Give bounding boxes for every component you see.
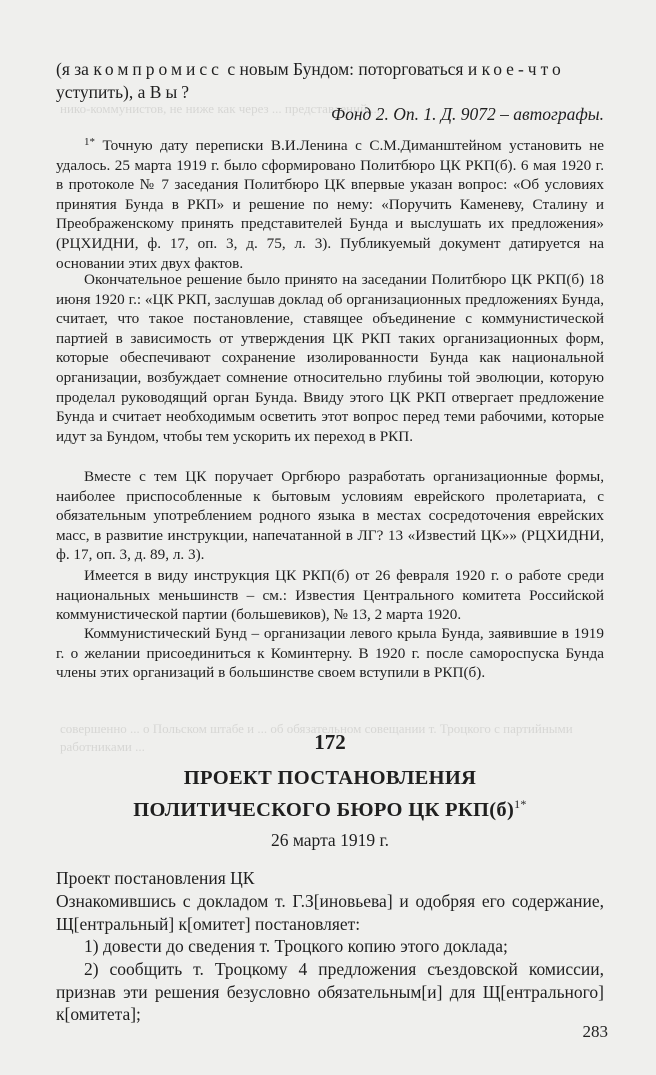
- page-number: 283: [582, 1022, 608, 1041]
- bleed-through-text: нико-коммунистов, не ниже как через ... представлений ...: [60, 101, 381, 116]
- footnote-paragraph: Коммунистический Бунд – организации левого крыла Бунда, заявившие в 1919 г. о желании присоединиться к Коминтерну. В 1920 г. после самороспуска Бунда члены этих организаций в большинстве своем вступили в РКП(б).: [56, 625, 604, 682]
- footnote-paragraph: Окончательное решение было принято на заседании Политбюро ЦК РКП(б) 18 июня 1920 г.: «ЦК РКП, заслушав доклад об организационных предложениях Бунда, считает, что такое постановление, ставящее объединение с коммунистической партией в зависимость от утверждения ЦК РКП таких организационных форм, которые обеспечивают сохранение изолированности Бунда как национальной организации, возбуждает сомнение относительно глубины той эволюции, которую проделал руководящий орган Бунда. Ввиду этого ЦК РКП отвергает предложение Бунда и считает необходимым осветить этот вопрос перед теми рабочими, которые идут за Бундом, чтобы тем ускорить их переход в РКП.: [56, 271, 604, 445]
- resolution-heading: Проект постановления ЦК: [56, 868, 255, 888]
- document-date: 26 марта 1919 г.: [270, 830, 390, 850]
- footnote-paragraph: Вместе с тем ЦК поручает Оргбюро разработать организационные формы, наиболее приспособленные к бытовым условиям еврейского пролетариата, с обязательным употреблением родного языка в местах сосредоточения еврейских масс, в развитие инструкции, напечатанной в ЛГ? 13 «Известий ЦК»» (РЦХИДНИ, ф. 17, оп. 3, д. 89, л. 3).: [56, 468, 604, 564]
- footnote-1: [56, 133, 604, 273]
- resolution-item-2: 2) сообщить т. Троцкому 4 предложения съездовской комиссии, признав эти решения безусловно обязательным[и] для Щ[ентрального] к[омитета];: [56, 959, 604, 1025]
- resolution-item-1: 1) довести до сведения т. Троцкого копию этого доклада;: [84, 936, 508, 956]
- document-number: 172: [314, 730, 346, 754]
- footnote-paragraph: Имеется в виду инструкция ЦК РКП(б) от 26 февраля 1920 г. о работе среди национальных меньшинств – см.: Известия Центрального комитета Российской коммунистической партии (большевиков), № 13, 2 марта 1920.: [56, 567, 604, 624]
- footnote-marker: 1*: [84, 136, 95, 148]
- document-title-line-1: ПРОЕКТ ПОСТАНОВЛЕНИЯ: [183, 767, 477, 789]
- letter-closing-line: (я за компромисс с новым Бундом: поторговаться и кое-что уступить), а Вы?: [56, 59, 565, 102]
- bleed-through-text: совершенно ... о Польском штабе и ... об обязательном совещании т. Троцкого с партийными работниками ...: [60, 721, 573, 754]
- footnote-1-text: Точную дату переписки В.И.Ленина с С.М.Диманштейном установить не удалось. 25 марта 1919 г. было сформировано Политбюро ЦК РКП(б). 6 мая 1920 г. в протоколе № 7 заседания Политбюро ЦК впервые указан вопрос: «Об условиях принятия Бунда в РКП» и решение по нему: «Поручить Каменеву, Сталину и Преображенскому принять представителей Бунда и выслушать их предложения» (РЦХИДНИ, ф. 17, оп. 3, д. 75, л. 3). Публикуемый документ датируется на основании этих двух фактов.: [56, 137, 605, 272]
- resolution-intro: Ознакомившись с докладом т. Г.З[иновьева] и одобряя его содержание, Щ[ентральный] к[омитет] постановляет:: [56, 891, 604, 934]
- document-title-line-2: ПОЛИТИЧЕСКОГО БЮРО ЦК $РКП(б)^{1*}$: [133, 797, 527, 821]
- title-footnote-marker: 1*: [514, 797, 527, 811]
- archive-source: Фонд 2. Оп. 1. Д. 9072 – автографы.: [331, 104, 604, 124]
